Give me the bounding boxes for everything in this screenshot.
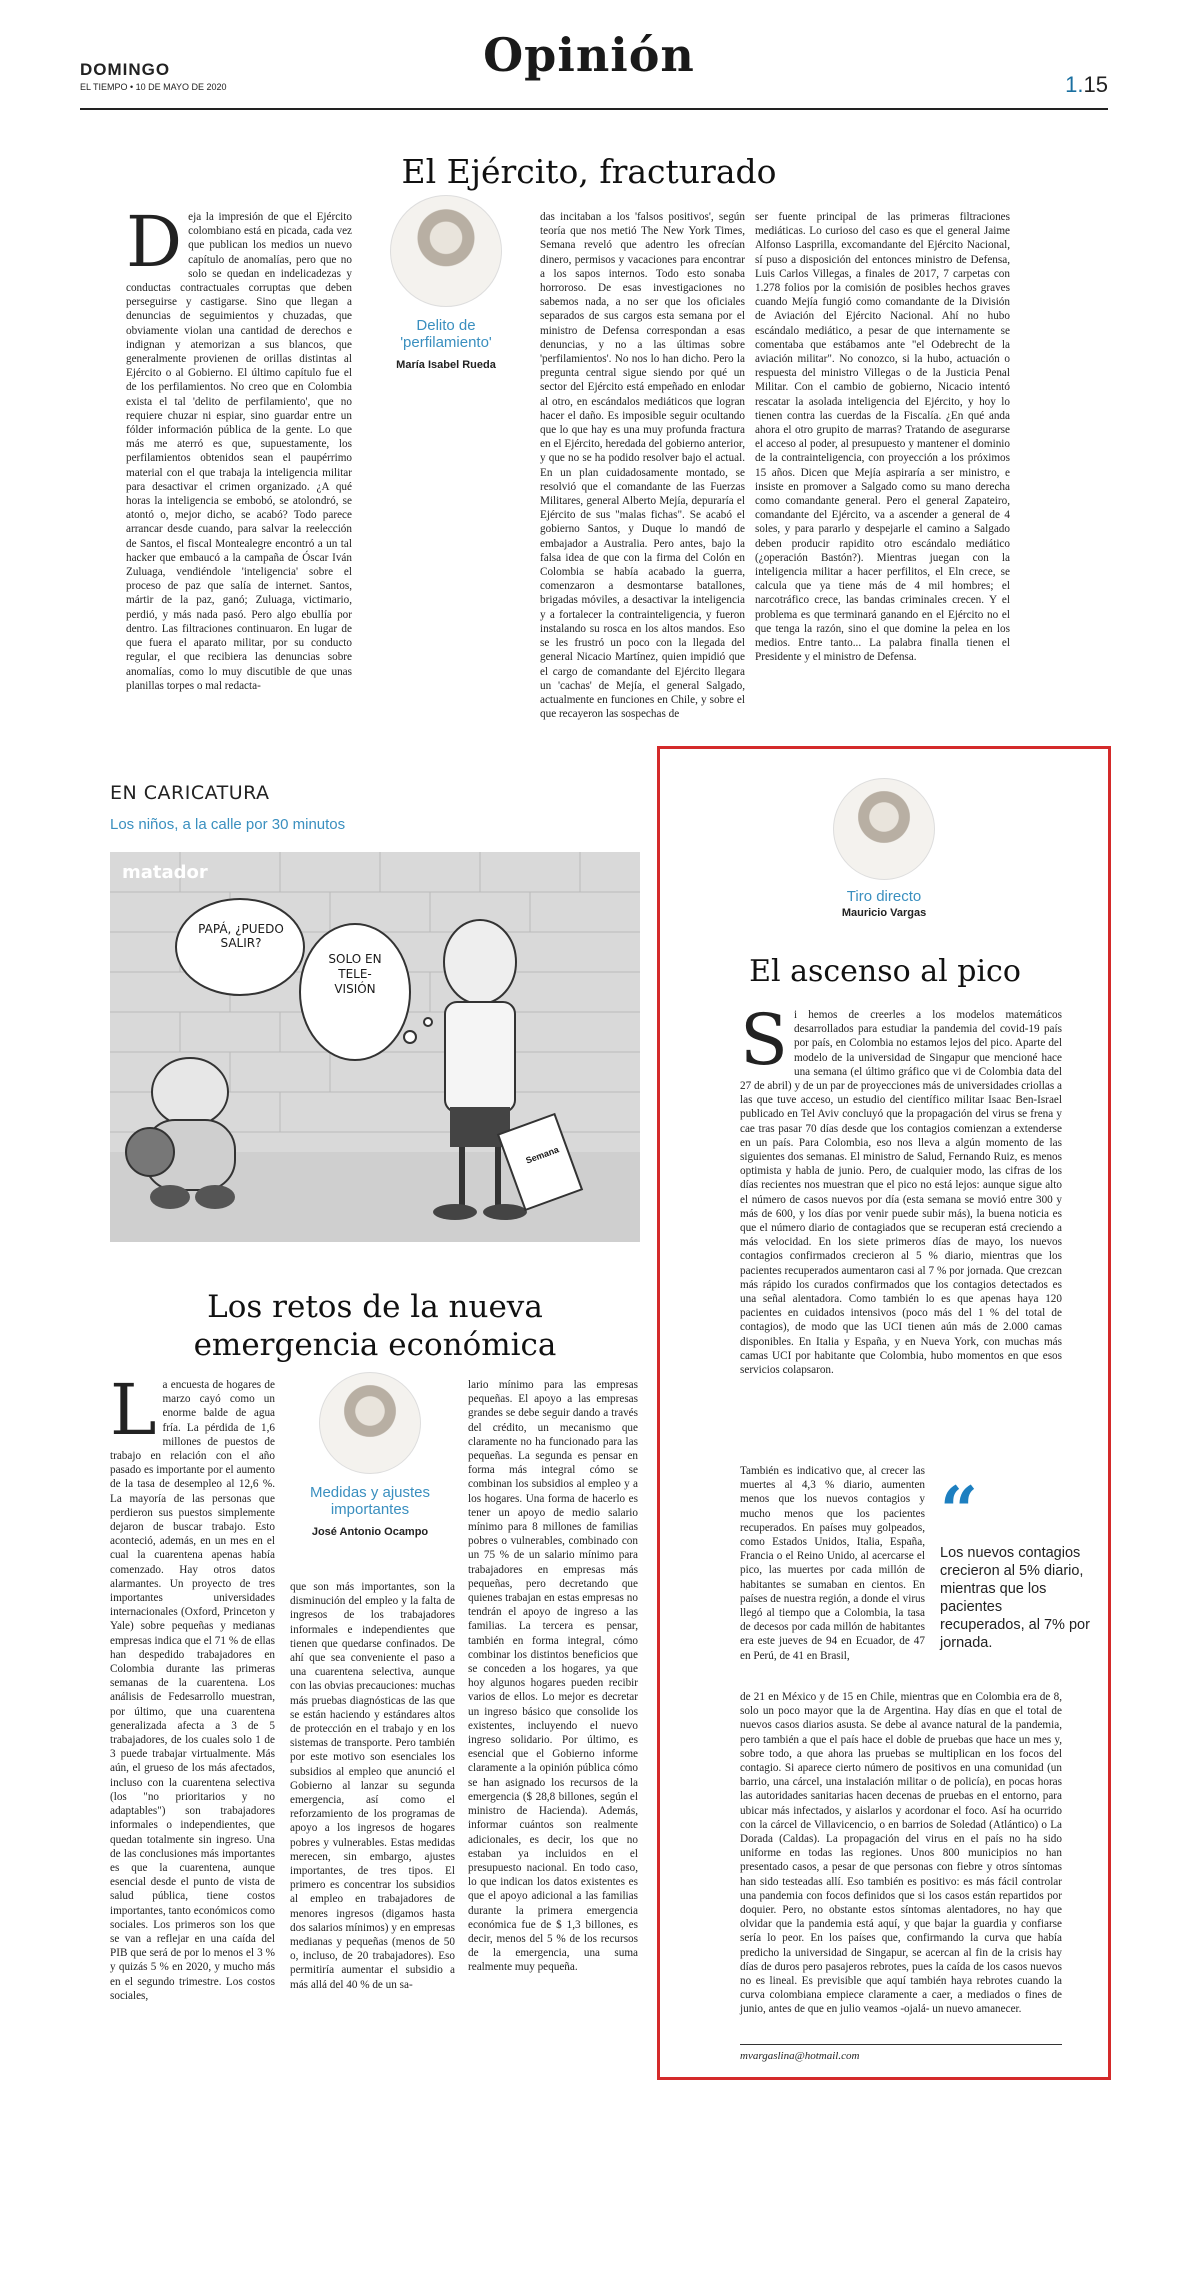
article3-text-1: i hemos de creerles a los modelos matemáticos desarrollados para estudiar la pandemia del covid-19 país por país, en Colombia no estamos lejos del pico. Aparte del modelo de la universidad de Singapur que mencioné hace una semana (el último gráfico que vi de Colombia data del 27 de abril) y de un par de proyecciones más de universidades criollas a las que tuve acceso, un estudio del científico militar Isaac Ben-Israel publicado en Tel Aviv concluyó que la propagación del virus se frena y cae tras pasar 70 días desde que los contagios comienzan a extenderse en un país. Para Colombia, eso nos lleva a algún momento de las siguientes dos semanas. El ministro de Salud, Fernando Ruiz, es menos optimista y habla de junio. Pero, de cualquier modo, las cifras de los días recientes nos muestran que el pico no está lejos: aunque sigue alto el número de casos nuevos por día (esta semana se movió entre 300 y más de 600, y los días por venir puede subir más), la buena noticia es que el número diario de contagiados que se recuperan está creciendo a más velocidad. En los siete primeros días de mayo, los nuevos contagios confirmados crecieron al 5 % diario, mientras que los pacientes recuperados aumentaron casi al 7 % por jornada. Que crezcan más rápido los curados confirmados que los contagios detectados es una señal alentadora. Como también lo es que apenas haya 120 pacientes en cuidados intensivos (poco más del 1 % del total de contagios), de modo que las UCI tienen aún más de 2.000 camas disponibles. En Italia y España, y en Nueva York, con muchas más camas UCI por habitante que Colombia, hubo momentos en que esos servicios colapsaron. <box>740 1009 1062 1377</box>
article2-byline-box <box>290 1372 450 1538</box>
dad-head <box>444 920 516 1004</box>
article1-text-2: das incitaban a los 'falsos positivos', según teoría que nos metió The New York Times, Semana reveló que adentro les ofrecían dinero, permisos y vacaciones para encontrar a los sapos internos. Todo esto sonaba horroroso. De esas investigaciones no sabemos nada, a no ser que los oficiales separados de sus cargos esta semana por el ministro de Defensa correspondan a esas denuncias, y no a las últimas sobre 'perfilamientos'. No nos lo han dicho. Pero la pregunta central sigue siendo por qué un sector del Ejército está empeñado en enlodar al otro, en escándalos mediáticos que logran hacer el daño. Es imposible seguir ocultando que lo que hay es una muy profunda fractura en el Ejército, heredada del gobierno anterior, y que no se ha podido resolver bajo el actual. En un plan cuidadosamente montado, se resolvió que el comandante de las Fuerzas Militares, general Alberto Mejía, depuraría el Ejército de sus "malas fichas". Se acabó el gobierno Santos, y Duque lo mandó de embajador a Australia. Pero antes, bajo la falsa idea de que con la firma del Colón en Colombia se había acabado la guerra, comenzaron a desmontarse batallones, brigadas móviles, a desactivar la inteligencia y a fortalecer la contrainteligencia, y fueron instalando su rosca en los altos mandos. Eso se les frustró un poco con la llegada del general Nicacio Martínez, quien impidió que el cargo de comandante del Ejército llegara un 'cachas' de Mejía, el general Salgado, actualmente en funciones en Chile, y sobre el que recayeron las sospechas de <box>540 211 745 721</box>
article3-text-2: También es indicativo que, al crecer las muertes al 4,3 % diario, aumenten menos que los nuevos contagios y mucho menos que los pacientes recuperados. En países muy golpeados, como Estados Unidos, Italia, España, Francia o el Reino Unido, al acercarse el pico, las muertes por cada millón de habitantes se sumaban en cientos. En países de nuestra región, a donde el virus llegó al tiempo que a Colombia, la tasa de decesos por cada millón de habitantes era este jueves de 94 en Ecuador, de 47 en Perú, de 41 en Brasil, <box>740 1465 925 1662</box>
page-number <box>1065 72 1108 98</box>
dad-torso <box>445 1002 515 1112</box>
dad-slipper-right <box>483 1204 527 1220</box>
cartoon-illustration <box>110 852 640 1242</box>
article2-dropcap: L <box>110 1369 157 1451</box>
author-portrait-rueda <box>390 195 502 307</box>
article3-column-label: Tiro directo <box>846 888 922 905</box>
cartoon-title: Los niños, a la calle por 30 minutos <box>110 816 346 833</box>
dateline: EL TIEMPO • 10 DE MAYO DE 2020 <box>80 82 227 92</box>
thought-dot-1 <box>404 1031 416 1043</box>
thought-dot-2 <box>424 1018 432 1026</box>
article1-byline-box <box>376 195 516 371</box>
weekday-label: DOMINGO <box>80 60 171 79</box>
article1-dropcap: D <box>126 201 183 283</box>
section-title: Opinión <box>483 28 695 82</box>
dad-bubble-text: SOLO EN TELE-VISIÓN <box>328 952 382 996</box>
article1-text-3: ser fuente principal de las primeras filtraciones mediáticas. Lo curioso del caso es que el general Jaime Alfonso Lasprilla, excomandante del Ejército Nacional, sí puso a disposición del entonces ministro de Defensa, Luis Carlos Villegas, a finales de 2017, 7 carpetas con 1.278 folios por la comisión de posibles hechos graves cuando Mejía fungió como comandante de la División de Aviación del Ejército Nacional. Ahí no hubo escándalo mediático, a pesar de que internamente se comentaba que estábamos ante "el Odebrecht de la aviación militar". No conozco, si la hubo, actuación o respuesta del ministro Villegas o de la Justicia Penal Militar. Con el cambio de gobierno, Nicacio intentó rescatar la asolada inteligencia del Ejército, y hoy lo tienen contra las cuerdas de la Fiscalía. ¿En qué anda ahora el otro grupito de marras? Tratando de asegurarse el acceso al poder, al presupuesto y mantener el dominio de la contrainteligencia, con proyección a los próximos 15 años. Dicen que Mejía aspiraría a ser ministro, e insiste en promover a Salgado como su mano derecha como comandante general. Pero el general Zapateiro, comandante del Ejército, va a ascender a general de 4 soles, y para pararlo y despejarle el camino a Salgado deben producir rapidito otro escándalo mediático (¿operación Bastón?). Mientras juegan con la inteligencia militar a hacer perfilitos, el Eln crece, se calcula que ya tiene más de 4 mil hombres; el narcotráfico crece, las bandas criminales crecen. Y el problema es que terminará ganando en el Ejército no el que tenga la razón, sino el que domine la pelea en los medios. Entre tanto... La palabra finalla tienen el Presidente y el ministro de Defensa. <box>755 211 1010 664</box>
article1-column-2 <box>540 210 745 721</box>
cartoon-signature: matador <box>122 862 208 883</box>
page-prefix: 1. <box>1065 72 1084 97</box>
article1-column-label: Delito de 'perfilamiento' <box>400 317 492 351</box>
kid-shoe-left <box>150 1185 190 1209</box>
article2-text-1: a encuesta de hogares de marzo cayó como un enorme balde de agua fría. La pérdida de 1,6 millones de puestos de trabajo en relación con el año pasado es importante por el aumento de la tasa de desempleo al 12,6 %. La mayoría de las personas que perdieron sus puestos simplemente dejaron de buscar trabajo. Esto aconteció, además, en un mes en el cual la cuarentena apenas había comenzado. Hay otros datos alarmantes. Un proyecto de tres importantes universidades internacionales (Oxford, Princeton y Yale) sobre pequeñas y medianas empresas indica que el 71 % de ellas han despedido trabajadores en Colombia durante las primeras semanas de la cuarentena. Los análisis de Fedesarrollo muestran, por último, que una cuarentena generalizada afecta a 3 de 5 trabajadores, de los cuales solo 1 de 3 puede trabajar virtualmente. Más aún, el grueso de los más afectados, incluso con la cuarentena selectiva (los "no prioritarios y no adaptables") son trabajadores informales o independientes, que quedan totalmente sin ingreso. Una de las conclusiones más importantes es que la cuarentena, aunque esencial desde el punto de vista de salud pública, tiene costos importantes, tanto económicos como sociales. Los primeros son los que se van a reflejar en una caída del PIB que será de por lo menos el 3 % y quizás 5 % en 2020, y mucho más en el segundo trimestre. Los costos sociales, <box>110 1379 275 2002</box>
pullquote-text: Los nuevos contagios crecieron al 5% diario, mientras que los pacientes recuperados, al 7% por jornada. <box>940 1545 1090 1651</box>
article2-title: Los retos de la nueva emergencia económica <box>193 1289 557 1363</box>
article1-text-1: eja la impresión de que el Ejército colombiano está en picada, cada vez que publican los medios un nuevo capítulo de anomalías, pero que no solo se quedan en indelicadezas y conductas contractuales corruptas que deben perseguirse y castigarse. Sino que llegan a denuncias de seguimientos y chuzadas, que obviamente violan una cantidad de derechos e indignan y atemorizan a sus blancos, que generalmente provienen de orillas distintas al Ejército o al Gobierno. El último capítulo fue el de los perfilamientos. No creo que en Colombia exista el tal 'delito de perfilamiento', que no requiere chuzar ni espiar, sino guardar entre un fólder información pública de la gente. Lo que más me aterró es que, supuestamente, los perfilamientos obtenidos sean el paupérrimo material con el que trabaja la inteligencia militar para desactivar el crimen organizado. ¿A qué horas la inteligencia se embobó, se atolondró, se atontó o, mejor dicho, se acabó? Todo parece arrancar desde cuando, para salvar la reelección de Santos, el fiscal Montealegre encontró a un tal hacker que embaucó a la campaña de Óscar Iván Zuluaga, vendiéndole 'inteligencia' sobre el proceso de paz que salía de internet. Santos, mártir de la paz, ganó; Zuluaga, victimario, perdió, y más nada pasó. Pero algo ebullía por dentro. Las filtraciones continuaron. En lugar de que fuera el aparato militar, por su conducto regular, el que recibiera las denuncias sobre anomalías, como lo muy discutible de que unas planillas torpes o mal redacta- <box>126 211 352 692</box>
article2-column-2 <box>290 1580 455 2058</box>
article2-author: José Antonio Ocampo <box>311 1526 429 1538</box>
quote-mark-icon: “ <box>940 1472 978 1550</box>
cartoon-section-label: EN CARICATURA <box>110 782 270 804</box>
article2-column-label: Medidas y ajustes importantes <box>309 1484 431 1518</box>
article2-text-3: lario mínimo para las empresas pequeñas. El apoyo a las empresas grandes se debe seguir dando a través del crédito, un mecanismo que claramente no ha funcionado para las pequeñas. La segunda es pensar en forma más integral cómo se combinan los subsidios al empleo y a los hogares. Una forma de hacerlo es tener un apoyo de medio salario mínimo para 8 millones de familias pobres o vulnerables, combinado con un 75 % de un salario mínimo para trabajadores en empresas más pequeñas, pero decretando que quienes trabajan en estas empresas no tendrán el apoyo de ingreso a las familias. La tercera es pensar, también en forma integral, cómo combinar los distintos beneficios que se conceden a los hogares, ya que hoy algunos hogares pueden recibir varios de ellos. Lo mejor es decretar un ingreso básico que consolide los existentes, incluyendo el nuevo ingreso solidario. Por último, es esencial que el Gobierno informe claramente a la opinión pública cómo se han asignado los recursos de la emergencia ($ 28,8 billones, según el ministro de Hacienda). Además, informar cuántos son realmente adicionales, es decir, los que no estaban ya incluidos en el presupuesto nacional. En todo caso, lo que indican los datos existentes es que el apoyo adicional a las familias durante la primera emergencia económica fue de $ 1,3 billones, es decir, menos del 5 % de los recursos de la emergencia, una suma realmente muy pequeña. <box>468 1379 638 1974</box>
kid-bubble-text: PAPÁ, ¿PUEDO SALIR? <box>198 922 284 950</box>
article2-column-3 <box>468 1378 638 2058</box>
article3-body-top <box>740 999 1062 1456</box>
cartoon-drawing <box>110 852 640 1242</box>
header-rule <box>80 108 1108 110</box>
kid-head <box>152 1058 228 1126</box>
article3-text-3: de 21 en México y de 15 en Chile, mientras que en Colombia era de 8, solo un poco mayor que la de Argentina. Hay días en que el total de nuevos casos diarios asusta. Se debe al avance natural de la pandemia, pero también a que el país hace el doble de pruebas que hace un mes y, sobre todo, a que ahora las pruebas se multiplican en los focos del contagio. Si aparece cierto número de positivos en una comunidad (un barrio, una cárcel, una instalación militar o de policía), en pocas horas las autoridades sanitarias hacen decenas de pruebas en el entorno, para ubicar más infectados, y aislarlos y acordonar el foco. Así ha ocurrido con la cárcel de Villavicencio, o en barrios de Soledad (Atlántico) o La Dorada (Caldas). La propagación del virus en el país no ha sido uniforme en todas las regiones. Unos 800 municipios no han presentado casos, a pesar de que personas con fiebre y otros síntomas han sido testeadas allí. Eso también es positivo: es más fácil controlar una pandemia con focos definidos que si los casos están repartidos por doquier. Pero, no obstante estos síntomas alentadores, no hay que olvidar que la pandemia está aquí, y que bajar la guardia y confiarse sería lo peor. En los países que, confirmando la curva que había predicho la universidad de Singapur, se acercan al fin de la crisis hay días de duros pero pasajeros rebrotes, pues la caída de los casos nuevos no es lineal. Es previsible que aquí también haya rebrotes cuando la curva colombiana empiece claramente a caer, a mediados o fines de junio, antes de que en julio veamos -ojalá- un nuevo amanecer. <box>740 1691 1062 2016</box>
kid-shoe-right <box>195 1185 235 1209</box>
article2-text-2: que son más importantes, son la disminución del empleo y la falta de ingresos de los trabajadores informales e independientes que tienen que quedarse confinados. De ahí que sea conveniente el paso a una cuarentena selectiva, aunque con las obvias precauciones: muchas más pruebas diagnósticas de las que se están haciendo y estándares altos de protección en el trabajo y en los sistemas de transporte. Pero también por este motivo son esenciales los subsidios al empleo que anunció el Gobierno al lanzar su segunda emergencia, así como el reforzamiento de los programas de apoyo a los ingresos de hogares pobres y vulnerables. Estas medidas merecen, sin embargo, ajustes importantes, de tres tipos. El primero es concentrar los subsidios al empleo en trabajadores de menores ingresos (digamos hasta dos salarios mínimos) y en empresas medianas y pequeñas (menos de 50 o, incluso, de 20 trabajadores). Eso permitiría aumentar el subsidio a más allá del 40 % de un sa- <box>290 1581 455 1991</box>
article3-title: El ascenso al pico <box>749 954 1021 989</box>
article1-column-1 <box>126 201 352 710</box>
pullquote-box <box>940 1472 1090 1652</box>
article3-body-bottom <box>740 1690 1062 2040</box>
ball <box>126 1128 174 1176</box>
article2-column-1 <box>110 1369 275 2058</box>
dad-slipper-left <box>433 1204 477 1220</box>
author-portrait-vargas <box>833 778 935 880</box>
page-number-value: 15 <box>1083 72 1108 97</box>
article3-dropcap: S <box>740 999 788 1081</box>
author-portrait-ocampo <box>319 1372 421 1474</box>
article1-column-3 <box>755 210 1010 710</box>
article3-byline-box <box>820 778 948 919</box>
article1-title: El Ejército, fracturado <box>401 152 777 191</box>
article3-end-rule <box>740 2044 1062 2045</box>
article1-author: María Isabel Rueda <box>396 359 496 371</box>
author-email: mvargaslina@hotmail.com <box>740 2050 860 2062</box>
tablet-text: Semana <box>524 1144 561 1166</box>
article3-author: Mauricio Vargas <box>841 907 927 919</box>
article3-body-middle <box>740 1464 925 1686</box>
